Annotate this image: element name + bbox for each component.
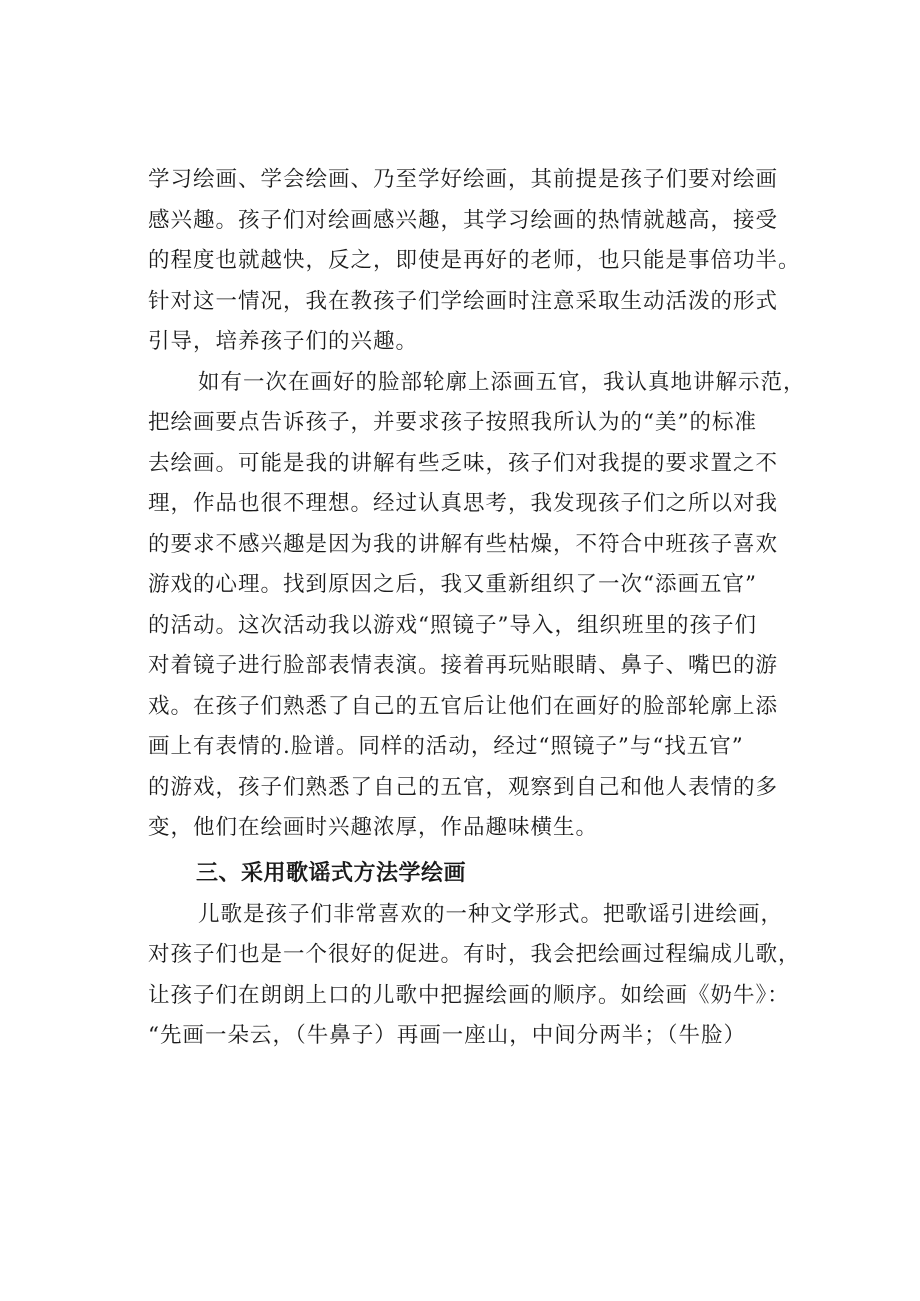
paragraph-2 xyxy=(148,363,808,849)
paragraph-line: 学习绘画、学会绘画、乃至学好绘画，其前提是孩子们要对绘画 xyxy=(148,167,779,192)
paragraph-line: 对着镜子进行脸部表情表演。接着再玩贴眼睛、鼻子、嘴巴的游 xyxy=(148,653,779,678)
paragraph-line: 对孩子们也是一个很好的促进。有时，我会把绘画过程编成儿歌， xyxy=(148,942,801,967)
paragraph-line: 去绘画。可能是我的讲解有些乏味，孩子们对我提的要求置之不 xyxy=(148,450,779,476)
paragraph-line: 的活动。这次活动我以游戏“照镜子”导入，组织班里的孩子们 xyxy=(148,612,757,638)
paragraph-line: 理，作品也很不理想。经过认真思考，我发现孩子们之所以对我 xyxy=(148,491,779,516)
paragraph-line: 引导，培养孩子们的兴趣。 xyxy=(148,329,419,354)
paragraph-line: 的游戏，孩子们熟悉了自己的五官，观察到自己和他人表情的多 xyxy=(148,774,779,800)
paragraph-1 xyxy=(148,160,808,363)
paragraph-line: “先画一朵云，（牛鼻子）再画一座山，中间分两半；（牛脸） xyxy=(148,1023,746,1048)
document-page xyxy=(148,160,808,1057)
paragraph-line: 戏。在孩子们熟悉了自己的五官后让他们在画好的脸部轮廓上添 xyxy=(148,693,779,719)
paragraph-line: 游戏的心理。找到原因之后，我又重新组织了一次“添画五官” xyxy=(148,572,757,597)
paragraph-line: 感兴趣。孩子们对绘画感兴趣，其学习绘画的热情就越高，接受 xyxy=(148,207,779,233)
section-heading: 三、采用歌谣式方法学绘画 xyxy=(196,860,467,886)
paragraph-line: 的程度也就越快，反之，即使是再好的老师，也只能是事倍功半。 xyxy=(148,248,801,273)
paragraph-line: 针对这一情况，我在教孩子们学绘画时注意采取生动活泼的形式 xyxy=(148,288,779,314)
paragraph-line: 儿歌是孩子们非常喜欢的一种文学形式。把歌谣引进绘画， xyxy=(198,901,784,927)
paragraph-line: 画上有表情的.脸谱。同样的活动，经过“照镜子”与“找五官” xyxy=(148,734,744,759)
paragraph-line: 如有一次在画好的脸部轮廓上添画五官，我认真地讲解示范， xyxy=(198,369,806,395)
paragraph-line: 变，他们在绘画时兴趣浓厚，作品趣味横生。 xyxy=(148,815,599,840)
paragraph-line: 的要求不感兴趣是因为我的讲解有些枯燥，不符合中班孩子喜欢 xyxy=(148,531,779,557)
paragraph-line: 让孩子们在朗朗上口的儿歌中把握绘画的顺序。如绘画《奶牛》： xyxy=(148,982,790,1008)
paragraph-line: 把绘画要点告诉孩子，并要求孩子按照我所认为的“美”的标准 xyxy=(148,410,757,435)
paragraph-3 xyxy=(148,895,808,1057)
